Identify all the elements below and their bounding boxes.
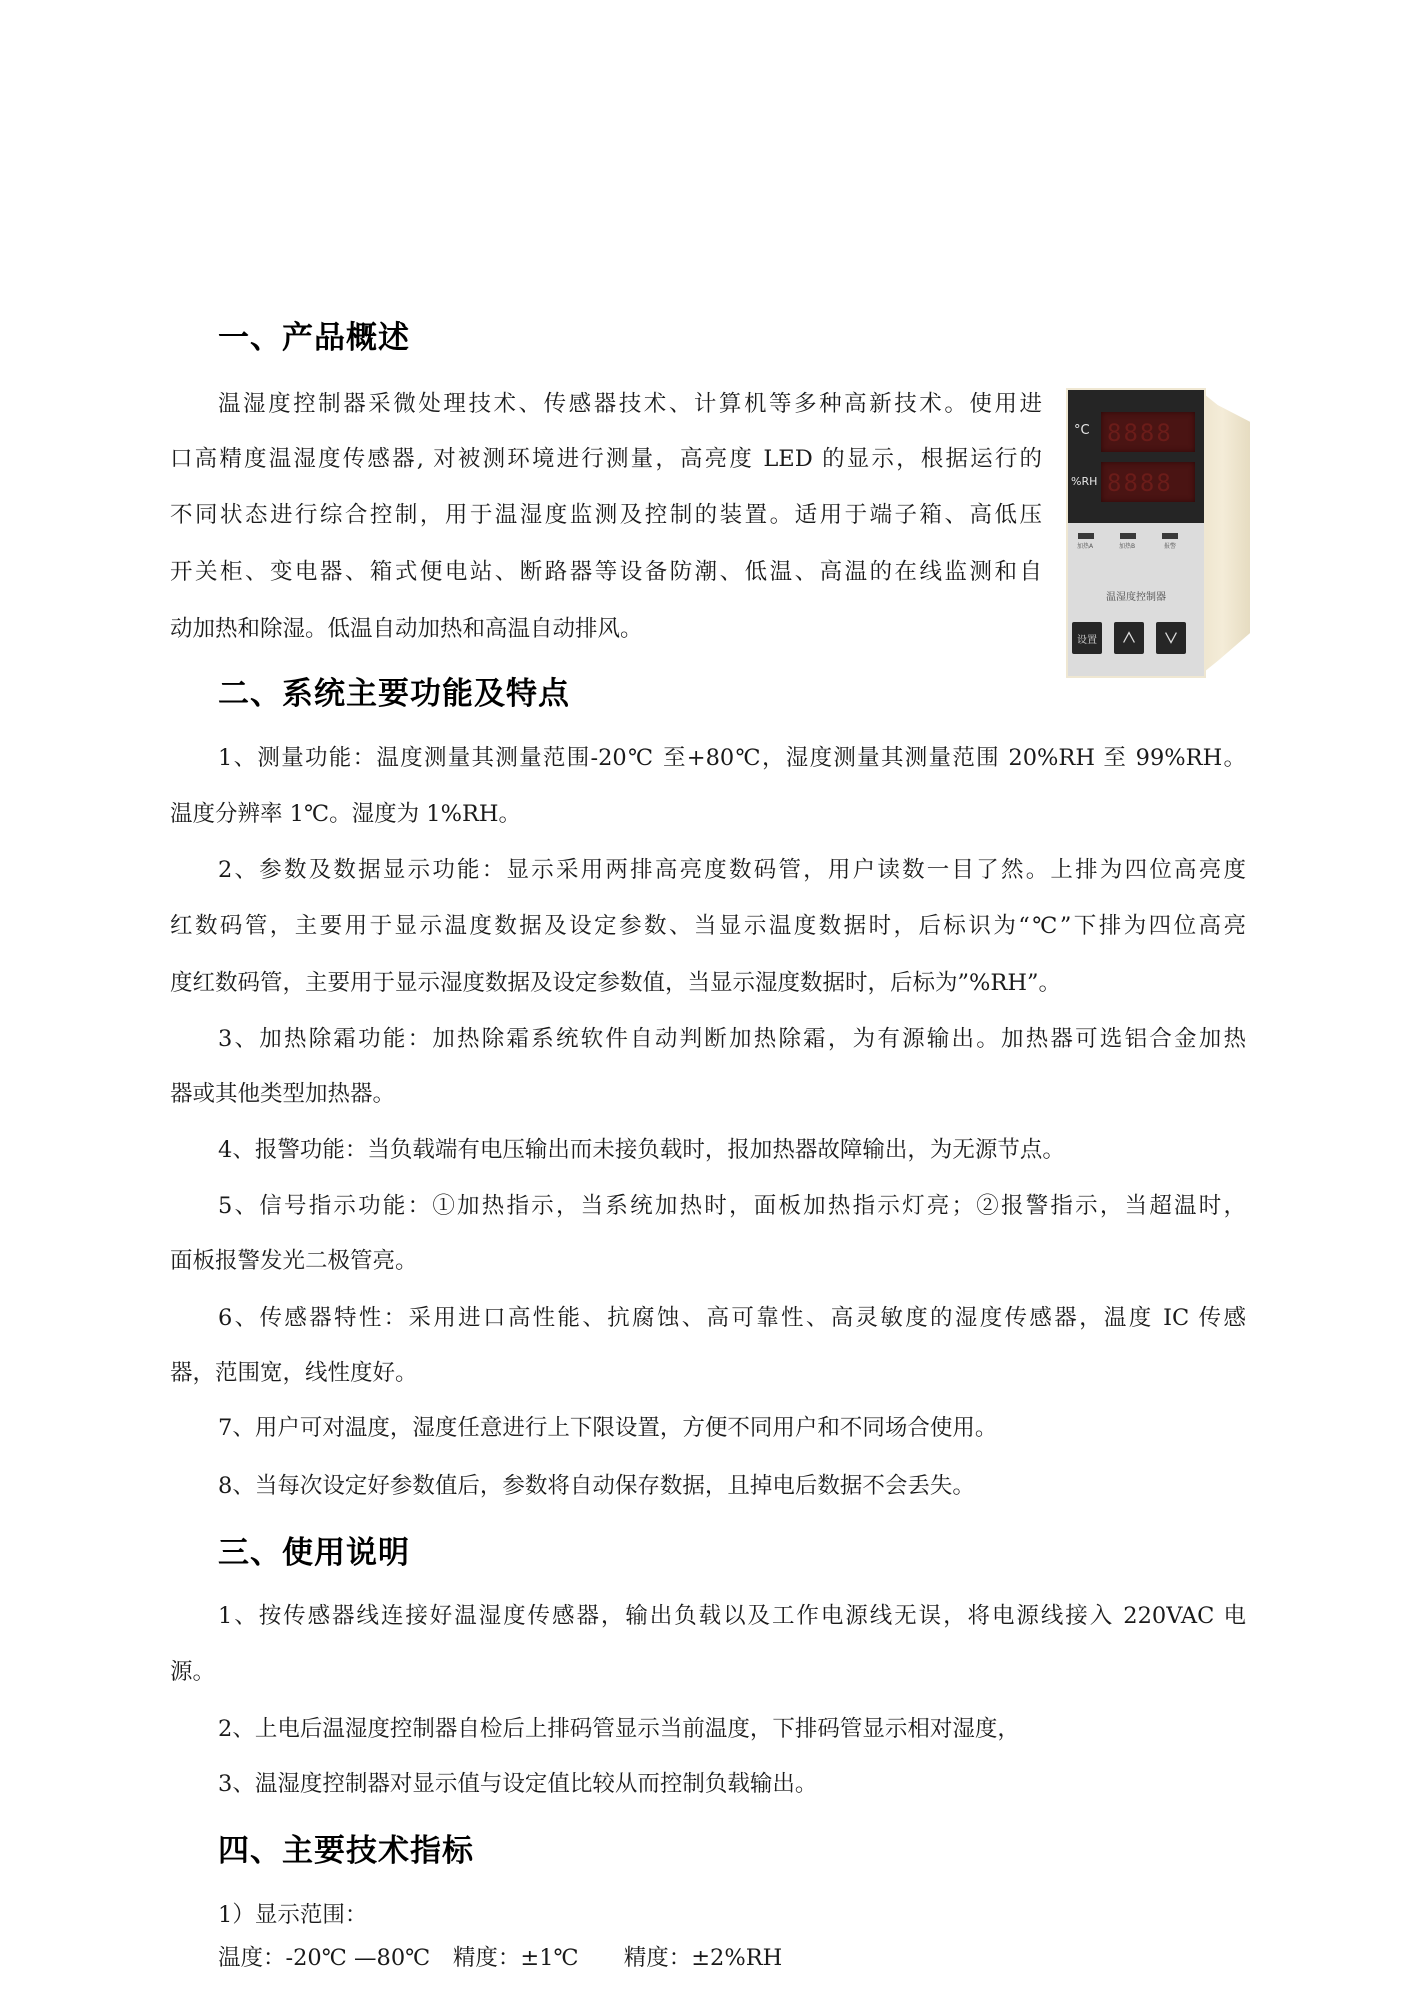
feature-item-5-cont: 面板报警发光二极管亮。 [170,1248,418,1274]
feature-item-5: 5、信号指示功能：①加热指示，当系统加热时，面板加热指示灯亮；②报警指示，当超温时， [218,1193,1246,1219]
section-heading-features: 二、系统主要功能及特点 [218,676,570,712]
indicator-label: 报警 [1164,543,1177,550]
chevron-down-icon [1162,629,1180,647]
temperature-led-display: 8888 [1101,412,1195,452]
device-set-button: 设置 [1072,622,1102,654]
paragraph-line: 口高精度温湿度传感器, 对被测环境进行测量，高亮度 LED 的显示，根据运行的 [170,446,1042,472]
spec-subheading-display-range: 1）显示范围： [218,1902,368,1928]
feature-item-2: 2、参数及数据显示功能：显示采用两排高亮度数码管，用户读数一目了然。上排为四位高亮度 [218,857,1246,883]
section-heading-specs: 四、主要技术指标 [218,1833,474,1869]
feature-item-6: 6、传感器特性：采用进口高性能、抗腐蚀、高可靠性、高灵敏度的湿度传感器，温度 IC 传感 [218,1305,1246,1331]
heater-a-indicator-led [1078,533,1094,539]
usage-item-1-cont: 源。 [170,1659,216,1685]
spec-temperature-line: 温度：-20℃ —80℃ 精度：±1℃ 精度：±2%RH [218,1945,783,1971]
feature-item-8: 8、当每次设定好参数值后，参数将自动保存数据，且掉电后数据不会丢失。 [218,1473,975,1499]
usage-item-1: 1、按传感器线连接好温湿度传感器，输出负载以及工作电源线无误，将电源线接入 220VAC 电 [218,1603,1246,1629]
celsius-unit-label: °C [1074,423,1090,438]
feature-item-3-cont: 器或其他类型加热器。 [170,1081,396,1107]
feature-item-7: 7、用户可对温度，湿度任意进行上下限设置，方便不同用户和不同场合使用。 [218,1415,998,1441]
feature-item-2-cont: 红数码管，主要用于显示温度数据及设定参数、当显示温度数据时，后标识为“℃”下排为四位高亮 [170,913,1246,939]
feature-item-4: 4、报警功能：当负载端有电压输出而未接负载时，报加热器故障输出，为无源节点。 [218,1137,1065,1163]
paragraph-line: 不同状态进行综合控制，用于温湿度监测及控制的装置。适用于端子箱、高低压 [170,502,1042,528]
section-heading-overview: 一、产品概述 [218,320,410,356]
usage-item-2: 2、上电后温湿度控制器自检后上排码管显示当前温度，下排码管显示相对湿度， [218,1716,1020,1742]
feature-item-1: 1、测量功能：温度测量其测量范围-20℃ 至+80℃，湿度测量其测量范围 20%RH 至 99%RH。 [218,745,1246,771]
display-area [1068,390,1204,523]
alarm-indicator-led [1162,533,1178,539]
feature-item-2-cont: 度红数码管，主要用于显示湿度数据及设定参数值，当显示湿度数据时，后标为”%RH”。 [170,970,1061,996]
paragraph-line: 温湿度控制器采微处理技术、传感器技术、计算机等多种高新技术。使用进 [218,391,1042,417]
device-panel-title: 温湿度控制器 [1106,592,1166,603]
usage-item-3: 3、温湿度控制器对显示值与设定值比较从而控制负载输出。 [218,1771,818,1797]
feature-item-1-cont: 温度分辨率 1℃。湿度为 1%RH。 [170,801,522,827]
device-side-casing [1204,394,1250,672]
feature-item-6-cont: 器，范围宽，线性度好。 [170,1360,418,1386]
chevron-up-icon [1120,629,1138,647]
heater-b-indicator-led [1120,533,1136,539]
humidity-unit-label: %RH [1071,475,1098,488]
device-down-button [1156,622,1186,654]
device-up-button [1114,622,1144,654]
section-heading-usage: 三、使用说明 [218,1535,410,1571]
humidity-led-display: 8888 [1101,462,1195,502]
feature-item-3: 3、加热除霜功能：加热除霜系统软件自动判断加热除霜，为有源输出。加热器可选铝合金加热 [218,1026,1246,1052]
paragraph-line: 开关柜、变电器、箱式便电站、断路器等设备防潮、低温、高温的在线监测和自 [170,559,1042,585]
device-front-panel [1066,388,1206,678]
controller-product-image [1064,386,1254,686]
indicator-label: 加热A [1077,543,1094,550]
paragraph-line: 动加热和除湿。低温自动加热和高温自动排风。 [170,616,643,642]
indicator-label: 加热B [1119,543,1136,550]
